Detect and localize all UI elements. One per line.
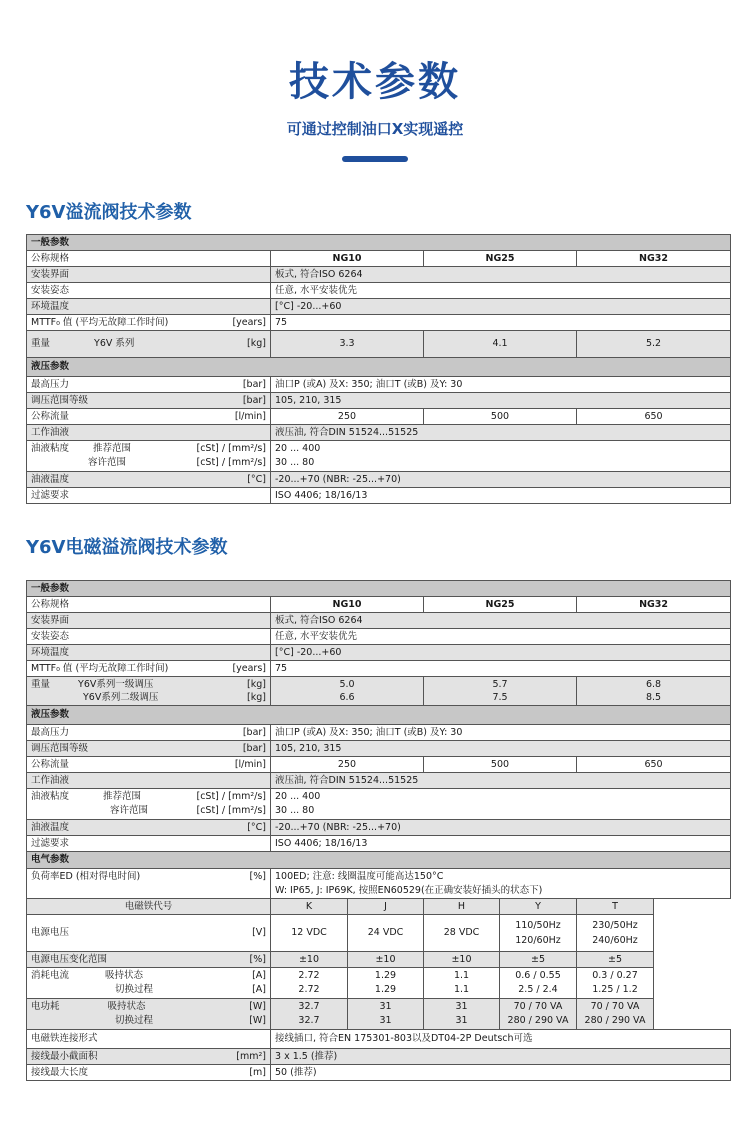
row-value: 液压油, 符合DIN 51524...51525 [271,425,731,441]
voltage-line: 120/60Hz [515,935,561,946]
table-row [27,1049,731,1065]
voltage-k: 12 VDC [271,915,348,952]
row-label: 过滤要求 [27,836,271,852]
table-row [27,613,731,629]
table-row [27,1065,731,1081]
row-value: [°C] -20...+60 [271,645,731,661]
section-electrical: 电气参数 [27,852,731,869]
power-y [500,999,577,1030]
table-section-header [27,852,731,869]
unit-text: [A] [252,970,266,981]
current-line-1 [31,969,266,983]
flow-ng25: 500 [424,757,577,773]
row-label: 电磁铁连接形式 [27,1030,271,1049]
unit-text: [bar] [242,378,266,390]
coil-code-j: J [348,899,424,915]
current-hold-label: 吸持状态 [105,970,144,981]
row-value: 任意, 水平安装优先 [271,629,731,645]
table-row [27,869,731,899]
unit-text: [%] [249,871,266,882]
tol-j: ±10 [348,952,424,968]
row-label [27,1049,271,1065]
voltage-line: 110/50Hz [515,920,561,931]
unit-text: [°C] [247,821,266,833]
section-hydraulic: 液压参数 [27,706,731,725]
label-text: 电功耗 [31,1001,60,1012]
power-j [348,999,424,1030]
coil-code-k: K [271,899,348,915]
row-label [27,869,271,899]
row-value: 接线插口, 符合EN 175301-803以及DT04-2P Deutsch可选 [271,1030,731,1049]
size-ng25: NG25 [424,597,577,613]
series-text: Y6V 系列 [94,338,135,349]
visc-rec-value: 20 ... 400 [275,443,321,454]
unit-text: [kg] [247,679,266,690]
coil-code-y: Y [500,899,577,915]
coil-code-label: 电磁铁代号 [27,899,271,915]
weight-ng25 [424,677,577,706]
table-row [27,741,731,757]
unit-text: [years] [232,316,266,328]
coil-code-t: T [577,899,654,915]
row-label [27,968,271,999]
weight-line-2 [31,691,266,704]
row-label [27,741,271,757]
section-title-solenoid-relief-valve: Y6V电磁溢流阀技术参数 [26,537,228,558]
label-text: 接线最小截面积 [31,1050,98,1062]
label-text: 电源电压变化范围 [31,953,108,965]
row-label: 公称规格 [27,597,271,613]
visc-line-2 [31,456,266,470]
row-value [271,789,731,820]
section-general: 一般参数 [27,581,731,597]
current-h [424,968,500,999]
table-row [27,773,731,789]
unit-text: [%] [249,953,266,965]
row-label: 过滤要求 [27,488,271,504]
row-label: 工作油液 [27,425,271,441]
row-label: 环境温度 [27,299,271,315]
label-text: 油液粘度 [31,791,70,802]
row-label: 公称规格 [27,251,271,267]
visc-line-1 [31,790,266,804]
row-value: ISO 4406; 18/16/13 [271,488,731,504]
table-row [27,820,731,836]
power-h [424,999,500,1030]
table-section-header [27,581,731,597]
weight-value: 8.5 [645,692,662,703]
tol-k: ±10 [271,952,348,968]
voltage-t [577,915,654,952]
table-row [27,836,731,852]
tol-h: ±10 [424,952,500,968]
unit-text: [V] [252,927,266,938]
table-row [27,968,731,999]
row-label [27,377,271,393]
table-row [27,377,731,393]
row-label: 安装姿态 [27,629,271,645]
row-value: -20...+70 (NBR: -25...+70) [271,472,731,488]
table-row [27,645,731,661]
row-label [27,725,271,741]
section-general: 一般参数 [27,235,731,251]
current-t [577,968,654,999]
weight-ng25: 4.1 [424,331,577,358]
power-value: 31 [379,1001,392,1012]
flow-ng32: 650 [577,757,731,773]
empty-cell [654,952,731,968]
empty-cell [654,899,731,915]
table-row [27,299,731,315]
unit-text: [cSt] / [mm²/s] [196,805,266,816]
tol-y: ±5 [500,952,577,968]
section-hydraulic: 液压参数 [27,358,731,377]
power-line-1 [31,1000,266,1014]
row-label: 安装界面 [27,613,271,629]
table-row [27,1030,731,1049]
unit-text: [bar] [242,742,266,754]
label-text: 公称流量 [31,758,70,770]
unit-text: [bar] [242,726,266,738]
unit-text: [W] [249,1015,266,1026]
row-value: ISO 4406; 18/16/13 [271,836,731,852]
solenoid-relief-valve-spec-table [26,580,731,1081]
row-label [27,331,271,358]
unit-text: [bar] [242,394,266,406]
label-text: 消耗电流 [31,970,70,981]
power-value: 31 [455,1001,468,1012]
size-ng25: NG25 [424,251,577,267]
flow-ng10: 250 [271,757,424,773]
row-value [271,869,731,899]
table-row [27,251,731,267]
label-text: 电源电压 [31,927,70,938]
flow-ng25: 500 [424,409,577,425]
current-j [348,968,424,999]
size-ng10: NG10 [271,597,424,613]
row-label: 工作油液 [27,773,271,789]
voltage-line: 240/60Hz [592,935,638,946]
weight-line-1 [31,678,266,691]
visc-allow-value: 30 ... 80 [275,457,315,468]
visc-allow-label: 容许范围 [110,805,149,816]
row-value: 液压油, 符合DIN 51524...51525 [271,773,731,789]
table-row [27,267,731,283]
power-value: 70 / 70 VA [590,1001,640,1012]
unit-text: [m] [249,1066,266,1078]
row-label [27,315,271,331]
empty-cell [654,999,731,1030]
table-row [27,757,731,773]
unit-text: [cSt] / [mm²/s] [196,443,266,454]
row-label [27,472,271,488]
row-value: -20...+70 (NBR: -25...+70) [271,820,731,836]
table-row [27,915,731,952]
row-label [27,1065,271,1081]
table-row [27,472,731,488]
power-value: 32.7 [298,1001,320,1012]
current-value: 2.5 / 2.4 [518,984,558,995]
unit-text: [years] [232,662,266,674]
row-label [27,999,271,1030]
table-row [27,393,731,409]
row-value: 105, 210, 315 [271,393,731,409]
weight-value: 7.5 [492,692,508,703]
label-text: 公称流量 [31,410,70,422]
row-label [27,677,271,706]
current-value: 1.1 [453,970,470,981]
row-value: 油口P (或A) 及X: 350; 油口T (或B) 及Y: 30 [271,377,731,393]
weight-s1-label: Y6V系列一级调压 [78,679,154,690]
table-row [27,899,731,915]
tol-t: ±5 [577,952,654,968]
row-value: 3 x 1.5 (推荐) [271,1049,731,1065]
power-value: 31 [379,1015,392,1026]
empty-cell [654,968,731,999]
coil-code-h: H [424,899,500,915]
section-title-relief-valve: Y6V溢流阀技术参数 [26,202,192,223]
title-underline-bar [342,156,408,162]
row-label [27,661,271,677]
table-section-header [27,235,731,251]
unit-text: [°C] [247,473,266,485]
label-text: 油液温度 [31,473,70,485]
power-t [577,999,654,1030]
visc-rec-label: 推荐范围 [103,791,142,802]
table-row [27,677,731,706]
voltage-y [500,915,577,952]
label-text: 负荷率ED (相对得电时间) [31,871,141,882]
weight-ng32 [577,677,731,706]
voltage-h: 28 VDC [424,915,500,952]
current-value: 2.72 [298,984,320,995]
relief-valve-spec-table [26,234,731,504]
power-value: 70 / 70 VA [513,1001,563,1012]
power-value: 32.7 [298,1015,320,1026]
current-y [500,968,577,999]
page-title: 技术参数 [289,59,461,105]
table-row [27,629,731,645]
row-label [27,820,271,836]
unit-text: [cSt] / [mm²/s] [196,457,266,468]
row-value: 105, 210, 315 [271,741,731,757]
row-label [27,393,271,409]
size-ng32: NG32 [577,597,731,613]
unit-text: [W] [249,1001,266,1012]
table-row [27,409,731,425]
table-section-header [27,706,731,725]
label-text: MTTF₀ 值 (平均无故障工作时间) [31,316,169,328]
weight-value: 5.7 [492,679,508,690]
table-section-header [27,358,731,377]
label-text: 调压范围等级 [31,394,89,406]
row-label [27,409,271,425]
unit-text: [cSt] / [mm²/s] [196,791,266,802]
table-row [27,999,731,1030]
power-hold-label: 吸持状态 [107,1001,146,1012]
page-subtitle: 可通过控制油口X实现遥控 [286,120,464,138]
weight-ng32: 5.2 [577,331,731,358]
unit-text: [kg] [247,338,266,349]
row-value: 任意, 水平安装优先 [271,283,731,299]
flow-ng32: 650 [577,409,731,425]
table-row [27,661,731,677]
table-row [27,425,731,441]
current-value: 1.29 [374,984,397,995]
row-label [27,441,271,472]
visc-rec-label: 推荐范围 [93,443,132,454]
unit-text: [l/min] [234,758,266,770]
power-line-2 [31,1014,266,1028]
current-value: 0.6 / 0.55 [515,970,561,981]
weight-value: 6.6 [339,692,355,703]
row-value: 50 (推荐) [271,1065,731,1081]
row-value: 板式, 符合ISO 6264 [271,267,731,283]
size-ng32: NG32 [577,251,731,267]
table-row [27,725,731,741]
flow-ng10: 250 [271,409,424,425]
row-label: 安装姿态 [27,283,271,299]
power-switch-label: 切换过程 [115,1015,154,1026]
page-header [0,0,750,180]
current-value: 1.25 / 1.2 [592,984,638,995]
visc-allow-value: 30 ... 80 [275,805,315,816]
row-label [27,757,271,773]
voltage-j: 24 VDC [348,915,424,952]
voltage-line: 230/50Hz [592,920,638,931]
current-switch-label: 切换过程 [115,984,154,995]
table-row [27,283,731,299]
row-value: 板式, 符合ISO 6264 [271,613,731,629]
visc-line-1 [31,442,266,456]
current-value: 1.1 [453,984,470,995]
size-ng10: NG10 [271,251,424,267]
visc-allow-label: 容许范围 [88,457,127,468]
unit-text: [mm²] [236,1050,266,1062]
row-value: 75 [271,661,731,677]
current-value: 0.3 / 0.27 [592,970,638,981]
row-value: 75 [271,315,731,331]
row-value [271,441,731,472]
row-value: [°C] -20...+60 [271,299,731,315]
row-label [27,952,271,968]
label-text: MTTF₀ 值 (平均无故障工作时间) [31,662,169,674]
table-row [27,789,731,820]
label-text: 重量 [31,679,51,690]
weight-value: 6.8 [645,679,662,690]
power-k [271,999,348,1030]
table-row [27,331,731,358]
label-text: 油液粘度 [31,443,70,454]
table-row [27,315,731,331]
row-label: 环境温度 [27,645,271,661]
visc-rec-value: 20 ... 400 [275,791,321,802]
table-row [27,441,731,472]
empty-cell [654,915,731,952]
label-text: 最高压力 [31,378,70,390]
row-label [27,789,271,820]
unit-text: [l/min] [234,410,266,422]
unit-text: [A] [252,984,266,995]
label-text: 重量 [31,338,51,349]
power-value: 280 / 290 VA [507,1015,569,1026]
table-row [27,488,731,504]
label-text: 调压范围等级 [31,742,89,754]
label-text: 接线最大长度 [31,1066,89,1078]
current-line-2 [31,983,266,997]
table-row [27,952,731,968]
label-text: 油液温度 [31,821,70,833]
weight-s2-label: Y6V系列二级调压 [83,692,159,703]
current-value: 2.72 [298,970,320,981]
table-row [27,597,731,613]
power-value: 280 / 290 VA [584,1015,646,1026]
unit-text: [kg] [247,692,266,703]
duty-line-2: W: IP65, J: IP69K, 按照EN60529(在正确安装好插头的状态下) [275,884,543,896]
power-value: 31 [455,1015,468,1026]
current-value: 1.29 [374,970,397,981]
weight-ng10: 3.3 [271,331,424,358]
row-value: 油口P (或A) 及X: 350; 油口T (或B) 及Y: 30 [271,725,731,741]
row-label [27,915,271,952]
visc-line-2 [31,804,266,818]
row-label: 安装界面 [27,267,271,283]
duty-line-1: 100ED; 注意: 线圈温度可能高达150°C [275,870,444,882]
weight-value: 5.0 [339,679,355,690]
label-text: 最高压力 [31,726,70,738]
weight-ng10 [271,677,424,706]
current-k [271,968,348,999]
